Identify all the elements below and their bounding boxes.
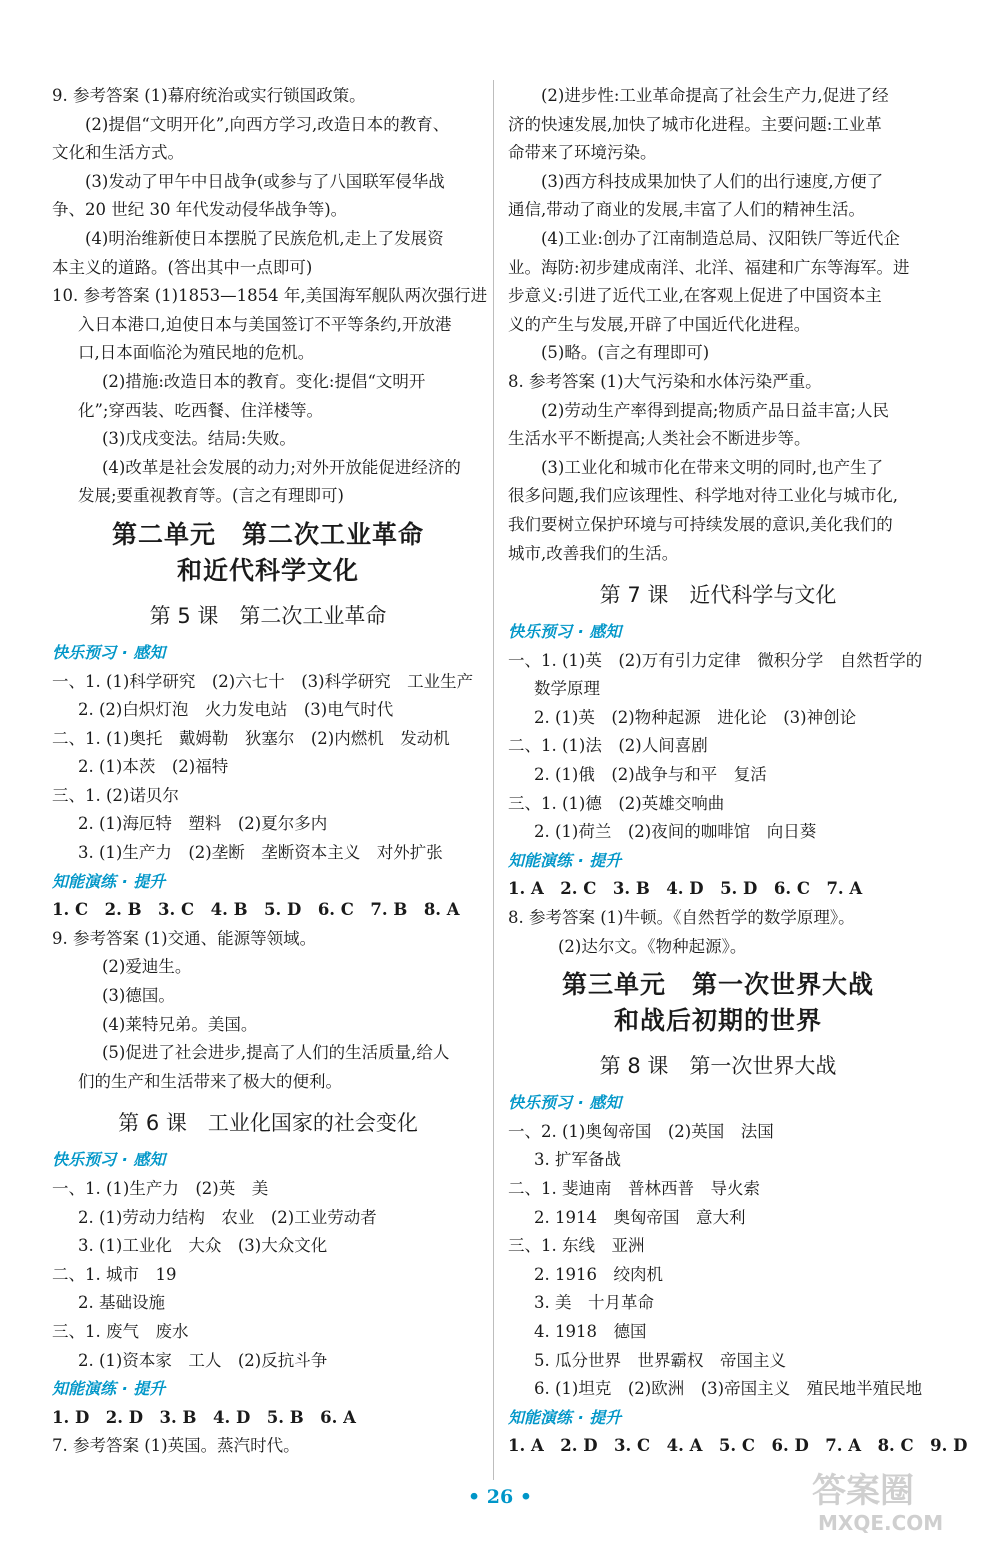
answer-line: 9. 参考答案 (1)幕府统治或实行锁国政策。 bbox=[52, 86, 366, 105]
watermark-logo bbox=[808, 1462, 986, 1538]
answer-line: 口,日本面临沦为殖民地的危机。 bbox=[78, 343, 315, 363]
answer-line: 2. (1)海厄特 塑料 (2)夏尔多内 bbox=[78, 814, 328, 834]
answer-line: 2. (1)资本家 工人 (2)反抗斗争 bbox=[78, 1350, 328, 1370]
answer-line: 一、1. (1)科学研究 (2)六七十 (3)科学研究 工业生产 bbox=[52, 671, 474, 691]
answer-line: (4)明治维新使日本摆脱了民族危机,走上了发展资 bbox=[85, 228, 444, 248]
section-heading: 知能演练 · 提升 bbox=[508, 1407, 622, 1427]
answer-line: (3)西方科技成果加快了人们的出行速度,方便了 bbox=[541, 171, 884, 191]
answer-line: 二、1. (1)法 (2)人间喜剧 bbox=[508, 736, 708, 756]
unit-title: 和战后初期的世界 bbox=[613, 1006, 822, 1036]
answer-line: 5. 瓜分世界 世界霸权 帝国主义 bbox=[534, 1350, 786, 1370]
watermark-main: 答案圈 bbox=[812, 1471, 914, 1511]
section-heading: 快乐预习 · 感知 bbox=[52, 1150, 166, 1170]
answer-line: (2)进步性:工业革命提高了社会生产力,促进了经 bbox=[541, 86, 889, 105]
section-heading: 知能演练 · 提升 bbox=[508, 850, 622, 870]
answer-line: (2)达尔文。《物种起源》。 bbox=[558, 936, 747, 956]
answer-line: (4)莱特兄弟。美国。 bbox=[102, 1014, 258, 1034]
answer-line: 9. 参考答案 (1)交通、能源等领域。 bbox=[52, 928, 317, 948]
answer-line: 命带来了环境污染。 bbox=[508, 143, 657, 163]
answer-line: 三、1. 东线 亚洲 bbox=[508, 1236, 645, 1256]
section-heading: 快乐预习 · 感知 bbox=[508, 622, 622, 642]
section-heading: 知能演练 · 提升 bbox=[52, 871, 166, 891]
answer-line: 生活水平不断提高;人类社会不断进步等。 bbox=[508, 429, 811, 449]
answer-line: 3. (1)生产力 (2)垄断 垄断资本主义 对外扩张 bbox=[78, 843, 443, 863]
section-heading: 知能演练 · 提升 bbox=[52, 1379, 166, 1399]
answer-line: (4)改革是社会发展的动力;对外开放能促进经济的 bbox=[102, 457, 461, 477]
answer-line: 我们要树立保护环境与可持续发展的意识,美化我们的 bbox=[508, 514, 893, 534]
answer-line: (2)提倡“文明开化”,向西方学习,改造日本的教育、 bbox=[85, 114, 450, 134]
left-column bbox=[52, 82, 488, 1461]
answer-line: 2. (1)俄 (2)战争与和平 复活 bbox=[534, 765, 767, 785]
lesson-title: 第 8 课 第一次世界大战 bbox=[599, 1054, 837, 1079]
answer-line: 2. 1916 绞肉机 bbox=[534, 1264, 663, 1284]
answer-line: 通信,带动了商业的发展,丰富了人们的精神生活。 bbox=[508, 200, 865, 220]
page-number: • 26 • bbox=[468, 1486, 532, 1508]
answer-line: 4. 1918 德国 bbox=[534, 1321, 647, 1341]
answer-line: 2. 1914 奥匈帝国 意大利 bbox=[534, 1207, 746, 1227]
watermark-sub: MXQE.COM bbox=[818, 1511, 944, 1535]
answer-line: (4)工业:创办了江南制造总局、汉阳铁厂等近代企 bbox=[541, 228, 900, 248]
answer-line: 一、1. (1)生产力 (2)英 美 bbox=[52, 1179, 269, 1198]
answer-line: 一、2. (1)奥匈帝国 (2)英国 法国 bbox=[508, 1121, 774, 1141]
answer-line: 3. 美 十月革命 bbox=[534, 1293, 654, 1313]
answer-line: 发展;要重视教育等。(言之有理即可) bbox=[78, 486, 344, 506]
right-column bbox=[508, 82, 968, 1461]
answer-line: 很多问题,我们应该理性、科学地对待工业化与城市化, bbox=[508, 486, 898, 506]
answer-line: (3)发动了甲午中日战争(或参与了八国联军侵华战 bbox=[85, 171, 445, 191]
answer-line: 1. C 2. B 3. C 4. B 5. D 6. C 7. B 8. A bbox=[52, 900, 460, 920]
answer-line: (2)爱迪生。 bbox=[102, 957, 192, 977]
answer-line: (3)戊戌变法。结局:失败。 bbox=[102, 429, 296, 449]
answer-line: 城市,改善我们的生活。 bbox=[508, 543, 679, 563]
answer-line: (5)促进了社会进步,提高了人们的生活质量,给人 bbox=[102, 1043, 450, 1063]
answer-line: 二、1. (1)奥托 戴姆勒 狄塞尔 (2)内燃机 发动机 bbox=[52, 728, 450, 748]
answer-line: 三、1. (2)诺贝尔 bbox=[52, 785, 179, 805]
answer-line: 本主义的道路。(答出其中一点即可) bbox=[52, 257, 313, 277]
lesson-title: 第 5 课 第二次工业革命 bbox=[149, 603, 387, 628]
answer-line: 8. 参考答案 (1)牛顿。《自然哲学的数学原理》。 bbox=[508, 908, 855, 928]
answer-line: 济的快速发展,加快了城市化进程。主要问题:工业革 bbox=[508, 114, 882, 134]
answer-line: 争、20 世纪 30 年代发动侵华战争等)。 bbox=[52, 200, 348, 220]
unit-title: 第三单元 第一次世界大战 bbox=[561, 970, 874, 1000]
section-heading: 快乐预习 · 感知 bbox=[52, 642, 166, 662]
answer-line: 文化和生活方式。 bbox=[52, 143, 184, 163]
answer-line: 们的生产和生活带来了极大的便利。 bbox=[78, 1071, 342, 1091]
answer-line: 数学原理 bbox=[534, 679, 600, 699]
answer-line: 7. 参考答案 (1)英国。蒸汽时代。 bbox=[52, 1436, 300, 1456]
column-divider bbox=[493, 80, 494, 1480]
answer-line: 3. (1)工业化 大众 (3)大众文化 bbox=[78, 1236, 328, 1256]
answer-line: 2. (1)劳动力结构 农业 (2)工业劳动者 bbox=[78, 1207, 377, 1227]
answer-line: 业。海防:初步建成南洋、北洋、福建和广东等海军。进 bbox=[508, 257, 910, 277]
answer-line: 1. A 2. C 3. B 4. D 5. D 6. C 7. A bbox=[508, 879, 863, 899]
answer-line: 化”;穿西装、吃西餐、住洋楼等。 bbox=[78, 400, 323, 420]
unit-title: 和近代科学文化 bbox=[176, 555, 359, 585]
answer-line: 二、1. 城市 19 bbox=[52, 1264, 177, 1284]
answer-line: 2. (1)荷兰 (2)夜间的咖啡馆 向日葵 bbox=[534, 822, 817, 842]
answer-line: 1. D 2. D 3. B 4. D 5. B 6. A bbox=[52, 1407, 356, 1427]
answer-line: 8. 参考答案 (1)大气污染和水体污染严重。 bbox=[508, 371, 822, 391]
answer-line: 三、1. (1)德 (2)英雄交响曲 bbox=[508, 793, 725, 813]
answer-line: 一、1. (1)英 (2)万有引力定律 微积分学 自然哲学的 bbox=[508, 650, 923, 670]
lesson-title: 第 6 课 工业化国家的社会变化 bbox=[118, 1111, 418, 1136]
answer-line: (3)德国。 bbox=[102, 986, 175, 1006]
answer-line: 2. 基础设施 bbox=[78, 1293, 165, 1313]
unit-title: 第二单元 第二次工业革命 bbox=[111, 519, 424, 549]
answer-line: 义的产生与发展,开辟了中国近代化进程。 bbox=[508, 314, 811, 334]
answer-line: 2. (1)英 (2)物种起源 进化论 (3)神创论 bbox=[534, 707, 857, 727]
answer-line: 1. A 2. D 3. C 4. A 5. C 6. D 7. A 8. C 9. D bbox=[508, 1436, 968, 1456]
answer-line: 2. (2)白炽灯泡 火力发电站 (3)电气时代 bbox=[78, 700, 394, 720]
answer-line: (2)劳动生产率得到提高;物质产品日益丰富;人民 bbox=[541, 400, 889, 420]
answer-line: 步意义:引进了近代工业,在客观上促进了中国资本主 bbox=[508, 286, 882, 306]
answer-line: (5)略。(言之有理即可) bbox=[541, 343, 710, 363]
answer-line: 二、1. 斐迪南 普林西普 导火索 bbox=[508, 1179, 760, 1198]
answer-line: 2. (1)本茨 (2)福特 bbox=[78, 757, 229, 777]
answer-line: 入日本港口,迫使日本与美国签订不平等条约,开放港 bbox=[78, 314, 452, 334]
section-heading: 快乐预习 · 感知 bbox=[508, 1093, 622, 1113]
answer-line: 三、1. 废气 废水 bbox=[52, 1321, 189, 1341]
lesson-title: 第 7 课 近代科学与文化 bbox=[599, 583, 837, 608]
answer-line: (3)工业化和城市化在带来文明的同时,也产生了 bbox=[541, 457, 884, 477]
answer-line: 6. (1)坦克 (2)欧洲 (3)帝国主义 殖民地半殖民地 bbox=[534, 1379, 923, 1399]
answer-line: 3. 扩军备战 bbox=[534, 1150, 621, 1170]
answer-line: (2)措施:改造日本的教育。变化:提倡“文明开 bbox=[102, 371, 426, 391]
answer-line: 10. 参考答案 (1)1853—1854 年,美国海军舰队两次强行进 bbox=[52, 286, 488, 306]
